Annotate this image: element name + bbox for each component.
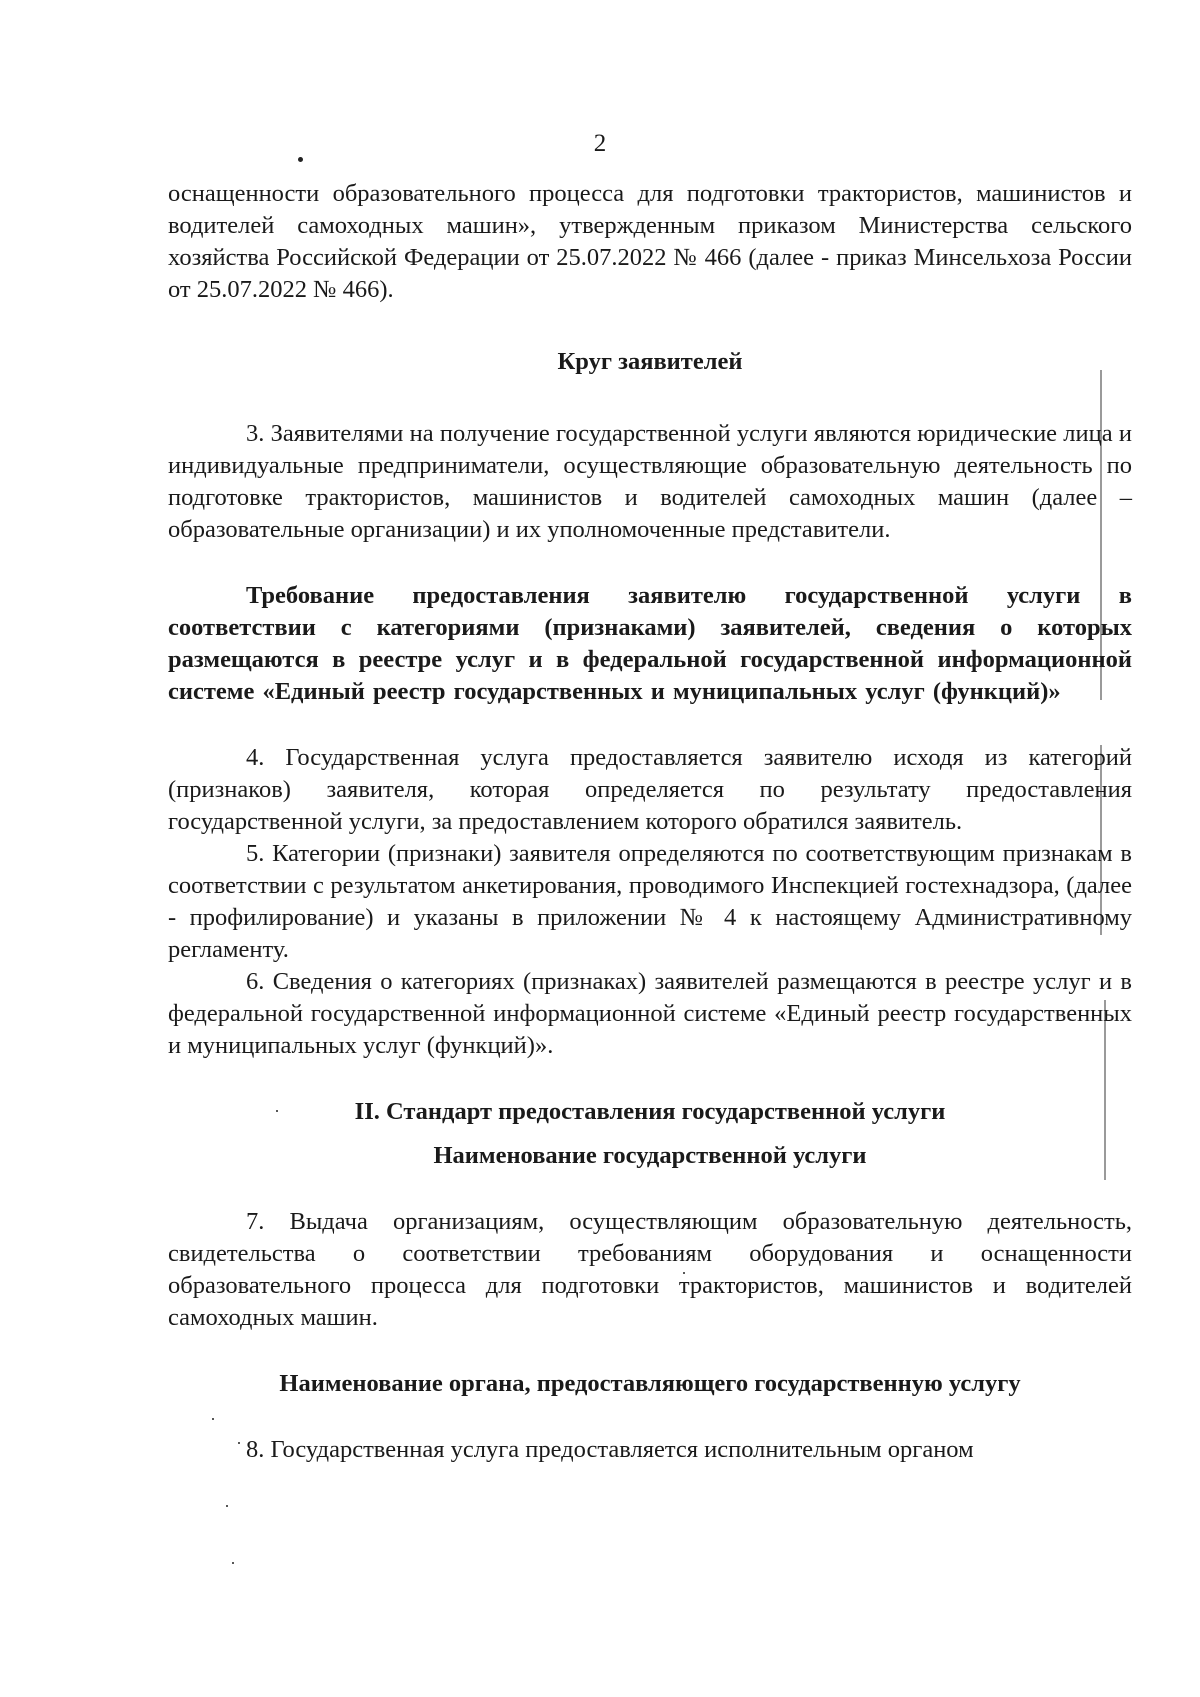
paragraph-5: 5. Категории (признаки) заявителя определяются по соответствующим признакам в соответствии с результатом анкетирования, проводимого Инспекцией гостехнадзора, (далее - профилирование) и указаны в приложении № 4 к настоящему Административному регламенту. <box>168 840 1132 963</box>
paragraph-3: 3. Заявителями на получение государственной услуги являются юридические лица и индивидуальные предприниматели, осуществляющие образовательную деятельность по подготовке трактористов, машинистов и водителей самоходных машин (далее – образовательные организации) и их уполномоченные представители. <box>168 420 1132 543</box>
section-heading-standard: II. Стандарт предоставления государственной услуги <box>354 1098 946 1125</box>
intro-paragraph: оснащенности образовательного процесса для подготовки трактористов, машинистов и водителей самоходных машин», утвержденным приказом Министерства сельского хозяйства Российской Федерации от 25.07.2022 № 466 (далее - приказ Минсельхоза России от 25.07.2022 № 466). <box>168 180 1132 303</box>
scan-speck <box>226 1505 228 1507</box>
paragraph-7: 7. Выдача организациям, осуществляющим образовательную деятельность, свидетельства о соответствии требованиям оборудования и оснащенности образовательного процесса для подготовки трактористов, машинистов и водителей самоходных машин. <box>168 1208 1132 1331</box>
paragraph-4: 4. Государственная услуга предоставляется заявителю исходя из категорий (признаков) заявителя, которая определяется по результату предоставления государственной услуги, за предоставлением которого обратился заявитель. <box>168 744 1132 835</box>
section-heading-requirement: Требование предоставления заявителю государственной услуги в соответствии с категориями (признаками) заявителей, сведения о которых размещаются в реестре услуг и в федеральной государственной информационной системе «Единый реестр государственных и муниципальных услуг (функций)» <box>168 582 1132 705</box>
document-body <box>168 178 1132 1466</box>
scan-speck <box>298 157 303 162</box>
section-heading-authority: Наименование органа, предоставляющего государственную услугу <box>279 1370 1021 1397</box>
section-heading-applicants: Круг заявителей <box>557 348 743 375</box>
paragraph-8: 8. Государственная услуга предоставляется исполнительным органом <box>246 1436 974 1463</box>
subheading-service-name: Наименование государственной услуги <box>433 1142 867 1169</box>
paragraph-6: 6. Сведения о категориях (признаках) заявителей размещаются в реестре услуг и в федеральной государственной информационной системе «Единый реестр государственных и муниципальных услуг (функций)». <box>168 968 1132 1059</box>
scan-speck <box>232 1562 234 1564</box>
page-number: 2 <box>593 130 607 157</box>
